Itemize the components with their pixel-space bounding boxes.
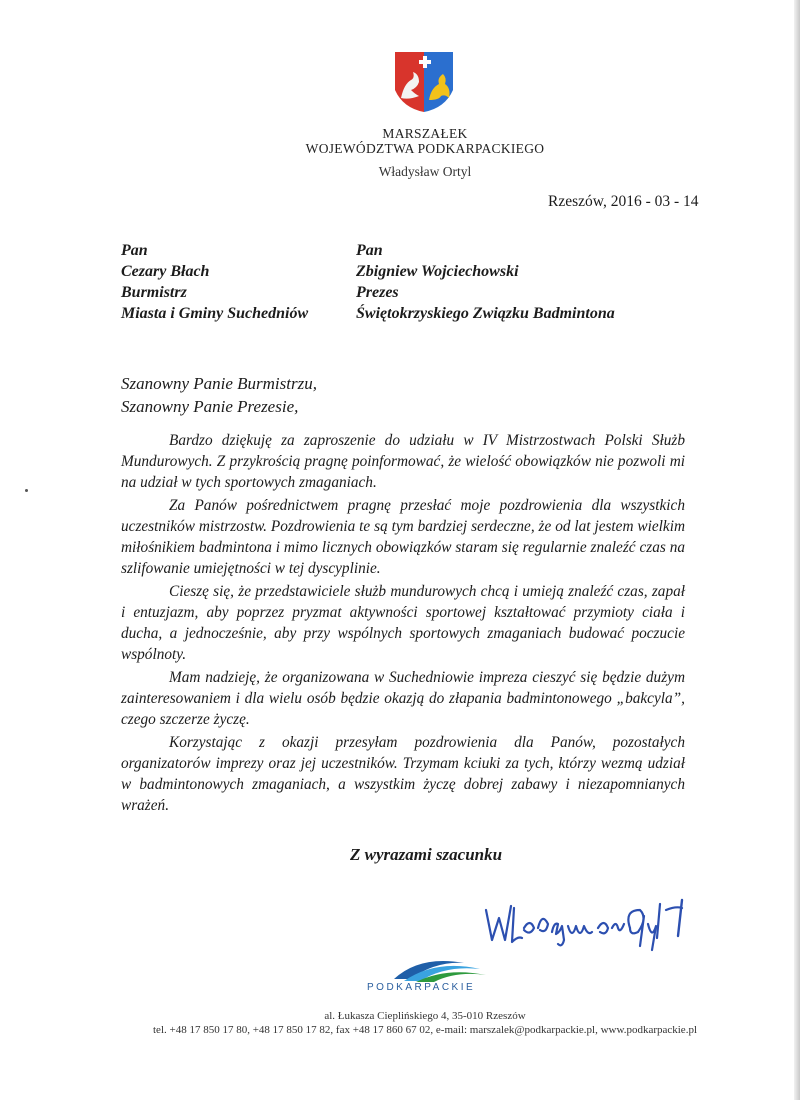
salutation <box>121 372 317 418</box>
salutation-line: Szanowny Panie Burmistrzu, <box>121 374 317 393</box>
salutation-line: Szanowny Panie Prezesie, <box>121 397 299 416</box>
paper-speck <box>24 488 29 493</box>
body-paragraph: Korzystając z okazji przesyłam pozdrowienia dla Panów, pozostałych organizatorów imprezy oraz jej uczestników. Trzymam kciuki za tych, którzy wezmą udział w badmintonowych zmaganiach, a wszystkim życzę dobrej zabawy i niezapomnianych wrażeń. <box>121 734 685 814</box>
closing-phrase: Z wyrazami szacunku <box>350 845 503 864</box>
footer-address: al. Łukasza Cieplińskiego 4, 35-010 Rzeszów <box>324 1010 526 1022</box>
body-paragraph: Za Panów pośrednictwem pragnę przesłać moje pozdrowienia dla wszystkich uczestników mistrzostw. Pozdrowienia te są tym bardziej serdeczne, że od lat jestem wielkim miłośnikiem badmintona i mimo licznych obowiązków staram się regularnie znaleźć czas na szlifowanie umiejętności w tej dyscyplinie. <box>121 497 685 577</box>
coat-of-arms-emblem <box>393 50 455 120</box>
podkarpackie-logo-icon <box>380 955 490 983</box>
letter-body <box>121 430 685 818</box>
recipient-right <box>356 240 615 324</box>
recipient-right-line: Zbigniew Wojciechowski <box>356 263 519 280</box>
recipient-right-line: Pan <box>356 242 383 259</box>
recipient-right-line: Świętokrzyskiego Związku Badmintona <box>356 305 615 322</box>
recipient-left <box>121 240 308 324</box>
header-name: Władysław Ortyl <box>378 164 472 179</box>
header-title-line2: WOJEWÓDZTWA PODKARPACKIEGO <box>305 141 545 156</box>
recipient-right-line: Prezes <box>356 284 399 301</box>
logo-text: PODKARPACKIE <box>367 982 476 993</box>
handwritten-signature <box>480 888 690 958</box>
recipient-left-line: Cezary Błach <box>121 263 210 280</box>
recipient-left-line: Pan <box>121 242 148 259</box>
recipient-left-line: Burmistrz <box>121 284 187 301</box>
body-paragraph: Cieszę się, że przedstawiciele służb mundurowych chcą i umieją znaleźć czas, zapał i entuzjazm, aby poprzez pryzmat aktywności sportowej kształtować przymioty ciała i ducha, a jednocześnie, aby przy wspólnych sportowych zmaganiach budować poczucie wspólnoty. <box>121 583 685 663</box>
footer-contact: tel. +48 17 850 17 80, +48 17 850 17 82, fax +48 17 860 67 02, e-mail: marszalek@podkarpackie.pl, www.podkarpackie.pl <box>153 1024 697 1036</box>
header-title-line1: MARSZAŁEK <box>382 126 468 141</box>
letter-date: Rzeszów, 2016 - 03 - 14 <box>548 193 699 210</box>
body-paragraph: Bardzo dziękuję za zaproszenie do udziału w IV Mistrzostwach Polski Służb Mundurowych. Z przykrością pragnę poinformować, że wielość obowiązków nie pozwoli mi na udział w tych sportowych zmaganiach. <box>121 432 685 491</box>
body-paragraph: Mam nadzieję, że organizowana w Suchedniowie impreza cieszyć się będzie dużym zainteresowaniem i dla wielu osób będzie okazją do złapania badmintonowego „bakcyla”, czego szczerze życzę. <box>121 669 685 728</box>
recipient-left-line: Miasta i Gminy Suchedniów <box>121 305 309 322</box>
